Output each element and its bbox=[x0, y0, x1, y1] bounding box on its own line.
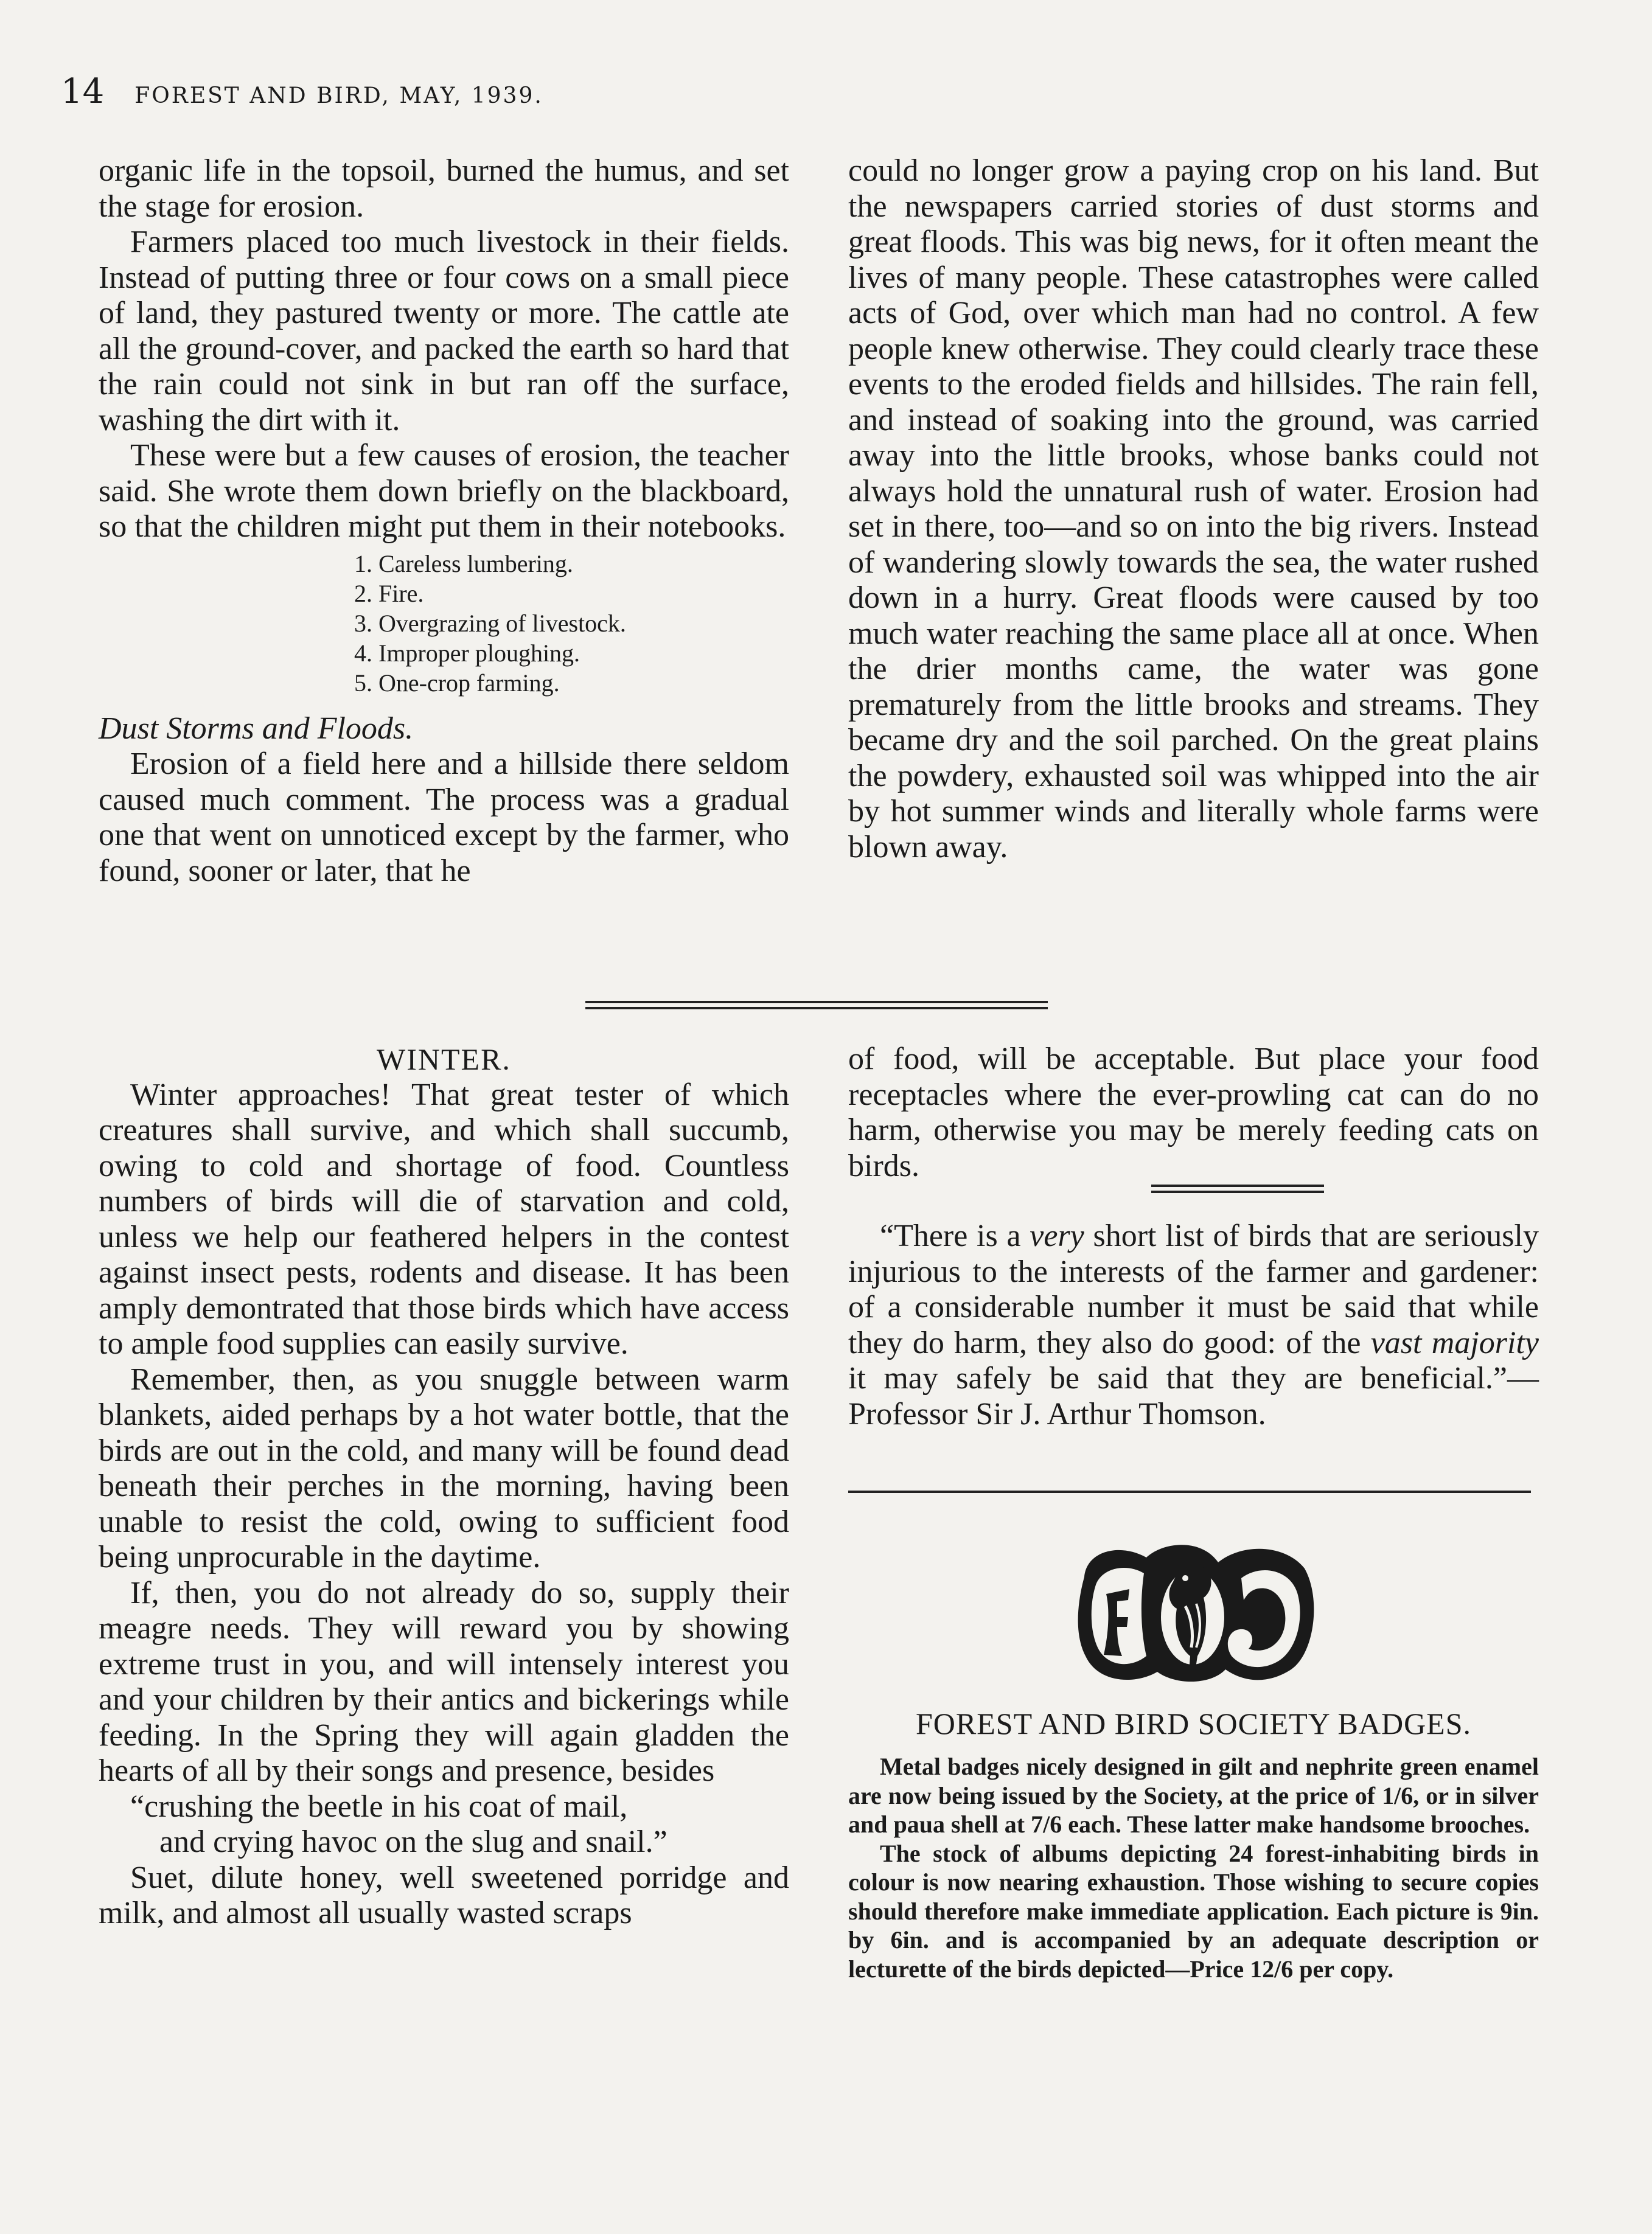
notice-paragraph: The stock of albums depicting 24 forest-inhabiting birds in colour is now nearing exhaustion. Those wishing to secure copies should therefore make immediate application. Each picture is 9in. by 6in. and is accompanied by an adequate description or lecturette of the birds depicted—Price 12/6 per copy. bbox=[848, 1839, 1539, 1983]
short-divider bbox=[1151, 1185, 1324, 1193]
list-item: 4. Improper ploughing. bbox=[354, 639, 580, 667]
society-badge-emblem bbox=[1066, 1526, 1324, 1689]
erosion-paragraph: Farmers placed too much livestock in their fields. Instead of putting three or four cows on a small piece of land, they pastured twenty or more. The cattle ate all the ground-cover, and packed the earth so hard that the rain could not sink in but ran off the surface, washing the dirt with it. bbox=[99, 224, 789, 437]
winter-paragraph: Remember, then, as you snuggle between warm blankets, aided perhaps by a hot water bottle, that the birds are out in the cold, and many will be found dead beneath their perches in the morning, having been unable to resist the cold, owing to sufficient food being unprocurable in the daytime. bbox=[99, 1362, 789, 1575]
notice-paragraph: Metal badges nicely designed in gilt and nephrite green enamel are now being issued by the Society, at the price of 1/6, or in silver and paua shell at 7/6 each. These latter make handsome brooches. bbox=[848, 1753, 1539, 1838]
badges-heading: FOREST AND BIRD SOCIETY BADGES. bbox=[915, 1707, 1472, 1741]
article-title: WINTER. bbox=[377, 1042, 511, 1076]
page-number: 14 bbox=[61, 72, 105, 111]
erosion-paragraph: Erosion of a field here and a hillside there seldom caused much comment. The process was a gradual one that went on unnoticed except by the farmer, who found, sooner or later, that he bbox=[99, 746, 789, 888]
quote-text: “There is a bbox=[880, 1219, 1030, 1253]
erosion-paragraph: These were but a few causes of erosion, the teacher said. She wrote them down briefly on the blackboard, so that the children might put them in their notebooks. bbox=[99, 438, 789, 544]
quote-text: it may safely be said that they are beneficial.”—Professor Sir J. Arthur Thomson. bbox=[848, 1361, 1539, 1432]
verse-line: “crushing the beetle in his coat of mail, bbox=[130, 1789, 628, 1824]
erosion-causes-list bbox=[354, 549, 789, 698]
winter-paragraph: Winter approaches! That great tester of which creatures shall survive, and which shall succumb, owing to cold and shortage of food. Countless numbers of birds will die of starvation and cold, unless we help our feathered helpers in the contest against insect pests, rodents and disease. It has been amply demontrated that those birds which have access to ample food supplies can easily survive. bbox=[99, 1077, 789, 1361]
list-item: 3. Overgrazing of livestock. bbox=[354, 609, 626, 637]
list-item: 2. Fire. bbox=[354, 579, 424, 607]
winter-column-left bbox=[99, 1042, 789, 1932]
quote-text: short list of birds that are seriously injurious to the interests of the farmer and gardener: of a considerable number it must be said that while they do harm, they also do good: of the bbox=[848, 1219, 1539, 1360]
erosion-paragraph: could no longer grow a paying crop on his land. But the newspapers carried stories of dust storms and great floods. This was big news, for it often meant the lives of many people. These catastrophes were called acts of God, over which man had no control. A few people knew otherwise. They could clearly trace these events to the eroded fields and hillsides. The rain fell, and instead of soaking into the ground, was carried away into the little brooks, whose banks could not always hold the unnatural rush of water. Erosion had set in there, too—and so on into the big rivers. Instead of wandering slowly towards the sea, the water rushed down in a hurry. Great floods were caused by too much water reaching the same place all at once. When the drier months came, the water was gone prematurely from the little brooks and streams. They became dry and the soil parched. On the great plains the powdery, exhausted soil was whipped into the air by hot summer winds and literally whole farms were blown away. bbox=[848, 153, 1539, 865]
running-title: FOREST AND BIRD, MAY, 1939. bbox=[134, 83, 543, 108]
winter-paragraph: of food, will be acceptable. But place your food receptacles where the ever-prowling cat can do no harm, otherwise you may be merely feeding cats on birds. bbox=[848, 1042, 1539, 1183]
divider-line bbox=[848, 1491, 1531, 1493]
quote-paragraph bbox=[848, 1219, 1539, 1432]
quote-emphasis: vast majority bbox=[1370, 1325, 1539, 1360]
erosion-paragraph: organic life in the topsoil, burned the humus, and set the stage for erosion. bbox=[99, 153, 789, 224]
section-divider bbox=[585, 1001, 1048, 1009]
erosion-column-left bbox=[99, 153, 789, 889]
winter-paragraph: Suet, dilute honey, well sweetened porridge and milk, and almost all usually wasted scraps bbox=[99, 1860, 789, 1930]
badges-notice bbox=[848, 1752, 1539, 1983]
winter-paragraph: If, then, you do not already do so, supply their meagre needs. They will reward you by showing extreme trust in you, and will intensely interest you and your children by their antics and bickerings while feeding. In the Spring they will again gladden the hearts of all by their songs and presence, besides bbox=[99, 1575, 789, 1788]
section-subheading: Dust Storms and Floods. bbox=[99, 711, 414, 746]
list-item: 1. Careless lumbering. bbox=[354, 549, 573, 577]
running-header bbox=[61, 72, 543, 114]
quote-emphasis: very bbox=[1030, 1219, 1084, 1253]
verse-line: and crying havoc on the slug and snail.” bbox=[159, 1825, 667, 1859]
winter-column-right bbox=[848, 1042, 1539, 1184]
thomson-quote bbox=[848, 1219, 1539, 1432]
list-item: 5. One-crop farming. bbox=[354, 669, 560, 697]
erosion-column-right bbox=[848, 153, 1539, 865]
